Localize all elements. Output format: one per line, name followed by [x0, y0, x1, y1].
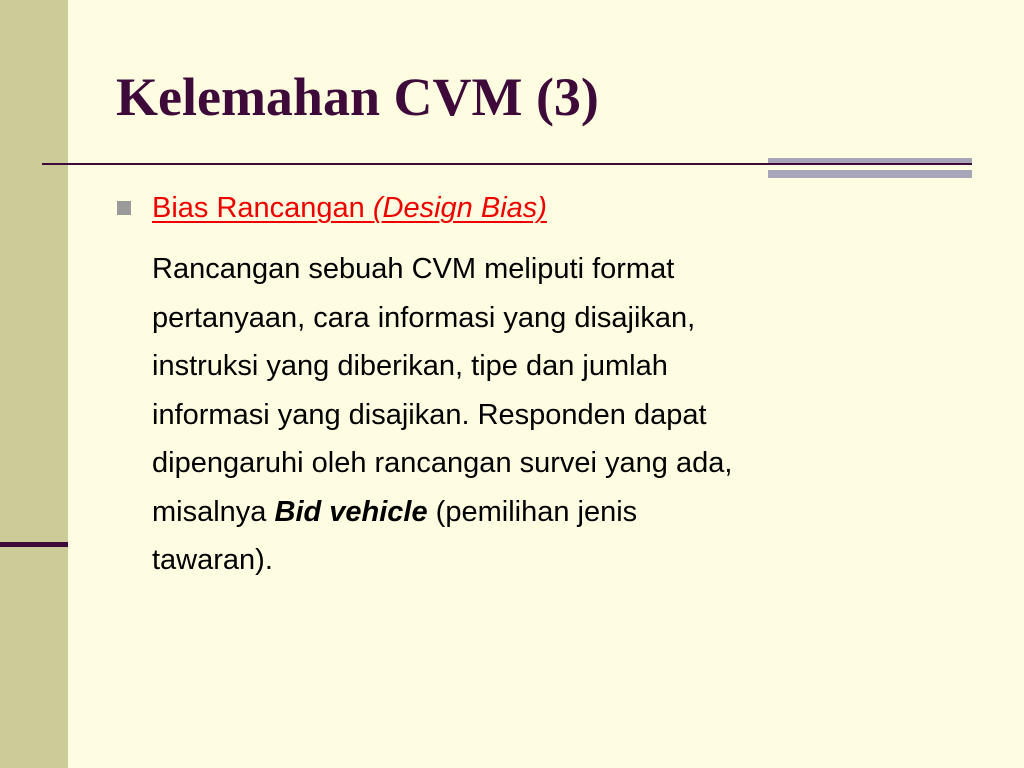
- bullet-body-text: [152, 245, 967, 585]
- body-line-2: pertanyaan, cara informasi yang disajikan,: [152, 301, 696, 334]
- body-line-6-emphasis: Bid vehicle: [274, 495, 428, 528]
- body-line-5: dipengaruhi oleh rancangan survei yang ada,: [152, 447, 733, 479]
- square-bullet-icon: [117, 201, 131, 215]
- title-accent-bars: [768, 158, 972, 178]
- bullet-heading: [152, 186, 547, 230]
- accent-bar-top: [768, 158, 972, 163]
- body-line-4: informasi yang disajikan. Responden dapat: [152, 398, 707, 431]
- body-line-3: instruksi yang diberikan, tipe dan jumlah: [152, 350, 668, 382]
- left-band-divider: [0, 542, 68, 547]
- body-line-6-prefix: misalnya: [152, 495, 275, 528]
- bullet-heading-italic: (Design Bias): [372, 192, 547, 224]
- slide-title: Kelemahan CVM (3): [116, 67, 599, 127]
- body-line-6-suffix: (pemilihan jenis: [427, 495, 638, 528]
- bullet-heading-plain: Bias Rancangan: [152, 192, 373, 224]
- accent-bar-bottom: [768, 170, 972, 178]
- left-decorative-band: [0, 0, 68, 768]
- body-line-7: tawaran).: [152, 544, 273, 576]
- body-line-1: Rancangan sebuah CVM meliputi format: [152, 253, 675, 285]
